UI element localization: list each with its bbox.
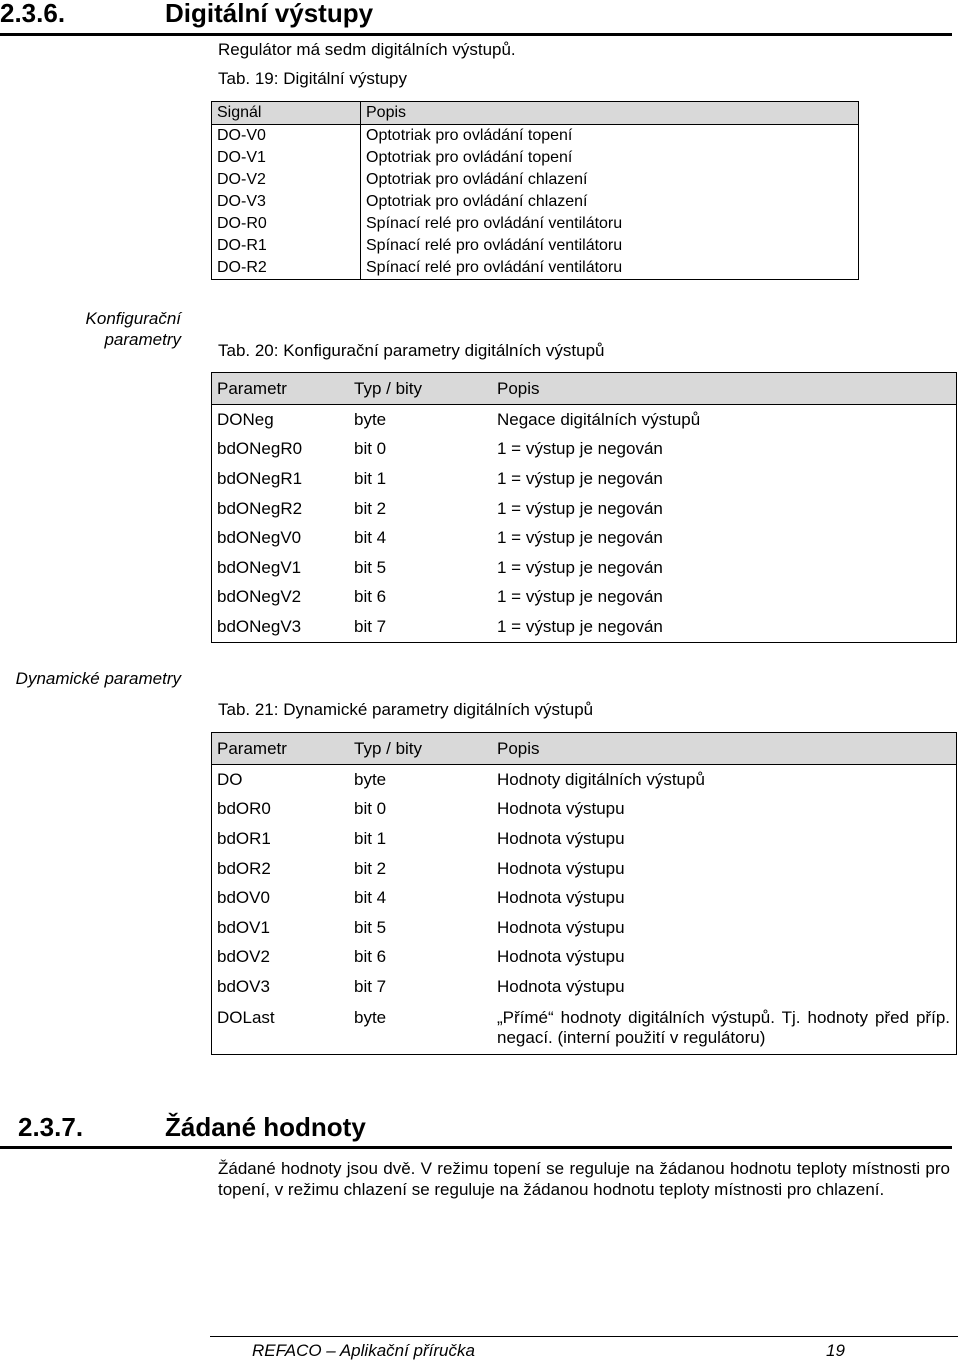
description-cell: Spínací relé pro ovládání ventilátoru (366, 237, 623, 254)
column-header-description: Popis (492, 373, 957, 405)
column-header-description: Popis (492, 733, 957, 765)
section-title: Digitální výstupy (165, 0, 374, 28)
side-label-dynamic: Dynamické parametry (15, 669, 181, 688)
parameter-cell: bdOR2 (217, 858, 271, 878)
parameter-cell: bdONegR0 (217, 439, 303, 459)
description-cell: Hodnota výstupu (497, 799, 625, 819)
type-cell: bit 2 (354, 858, 387, 878)
table-row (212, 583, 957, 613)
table-row (212, 913, 957, 943)
table-row (212, 943, 957, 973)
table-row (212, 464, 957, 494)
column-header-type: Typ / bity (349, 733, 492, 765)
table-row (212, 213, 859, 235)
description-cell: Hodnoty digitálních výstupů (497, 769, 705, 789)
table-row (212, 765, 957, 795)
description-cell: Spínací relé pro ovládání ventilátoru (366, 259, 623, 276)
type-cell: bit 0 (354, 799, 387, 819)
type-cell: bit 2 (354, 498, 387, 518)
signal-cell: DO-R0 (212, 213, 361, 235)
parameter-cell: bdOV0 (217, 888, 270, 908)
type-cell: bit 7 (354, 616, 387, 636)
table-row (212, 854, 957, 884)
table-row (212, 169, 859, 191)
table19-caption: Tab. 19: Digitální výstupy (218, 69, 407, 88)
table-digital-outputs (211, 101, 859, 280)
type-cell: bit 0 (354, 439, 387, 459)
column-header-parameter: Parametr (212, 733, 350, 765)
type-cell: bit 4 (354, 528, 387, 548)
side-label-config-line2: parametry (104, 330, 181, 349)
signal-cell: DO-V3 (212, 191, 361, 213)
table-row (212, 147, 859, 169)
parameter-cell: bdONegR2 (217, 498, 303, 518)
table-row (212, 795, 957, 825)
table-row (212, 972, 957, 1002)
table21-caption: Tab. 21: Dynamické parametry digitálních výstupů (218, 700, 594, 719)
table-row (212, 257, 859, 280)
signal-cell: DO-R1 (212, 235, 361, 257)
description-cell: Hodnota výstupu (497, 858, 625, 878)
section-number: 2.3.7. (18, 1112, 84, 1142)
table-row (212, 883, 957, 913)
signal-cell: DO-V1 (212, 147, 361, 169)
type-cell: bit 6 (354, 587, 387, 607)
column-header-description: Popis (361, 102, 859, 125)
parameter-cell: bdONegV1 (217, 557, 302, 577)
description-cell: Spínací relé pro ovládání ventilátoru (366, 215, 623, 232)
type-cell: bit 1 (354, 828, 387, 848)
parameter-cell: bdOV3 (217, 976, 270, 996)
description-cell: Optotriak pro ovládání topení (366, 149, 573, 166)
table-row (212, 405, 957, 435)
type-cell: byte (354, 409, 387, 429)
table-row (212, 523, 957, 553)
side-label-config-line1: Konfigurační (85, 309, 181, 328)
description-cell: 1 = výstup je negován (497, 498, 663, 518)
parameter-cell: DO (217, 769, 243, 789)
side-label-config (0, 308, 181, 350)
description-cell: Hodnota výstupu (497, 976, 625, 996)
description-cell: Hodnota výstupu (497, 828, 625, 848)
table-row (212, 435, 957, 465)
description-cell: 1 = výstup je negován (497, 528, 663, 548)
description-cell: Hodnota výstupu (497, 947, 625, 967)
parameter-cell: bdONegV2 (217, 587, 302, 607)
table-row (212, 235, 859, 257)
signal-cell: DO-V0 (212, 125, 361, 148)
section-heading-digital-outputs (0, 0, 952, 36)
table20-caption: Tab. 20: Konfigurační parametry digitálních výstupů (218, 341, 605, 360)
table-dynamic-params (211, 732, 957, 1055)
description-cell: 1 = výstup je negován (497, 616, 663, 636)
type-cell: bit 1 (354, 468, 387, 488)
type-cell: byte (354, 769, 387, 789)
table-row (212, 125, 859, 148)
parameter-cell: bdOV2 (217, 947, 270, 967)
table-header-row (212, 373, 957, 405)
parameter-cell: bdOR0 (217, 799, 271, 819)
table-row (212, 553, 957, 583)
section-number: 2.3.6. (0, 0, 66, 28)
signal-cell: DO-V2 (212, 169, 361, 191)
type-cell: bit 4 (354, 888, 387, 908)
table-row (212, 494, 957, 524)
parameter-cell: bdONegV3 (217, 616, 302, 636)
parameter-cell: bdOV1 (217, 917, 270, 937)
footer-title: REFACO – Aplikační příručka (252, 1341, 475, 1360)
table-row (212, 824, 957, 854)
type-cell: bit 6 (354, 947, 387, 967)
footer-rule (210, 1336, 958, 1337)
table-header-row (212, 102, 859, 125)
type-cell: byte (354, 1007, 387, 1027)
description-cell: „Přímé“ hodnoty digitálních výstupů. Tj. hodnoty před příp. negací. (interní použití v regulátoru) (497, 1007, 950, 1047)
footer-page-number: 19 (826, 1341, 845, 1360)
description-cell: 1 = výstup je negován (497, 439, 663, 459)
table-row (212, 191, 859, 213)
parameter-cell: DONeg (217, 409, 274, 429)
description-cell: Optotriak pro ovládání chlazení (366, 193, 588, 210)
description-cell: Negace digitálních výstupů (497, 409, 701, 429)
signal-cell: DO-R2 (212, 257, 361, 280)
setpoints-text: Žádané hodnoty jsou dvě. V režimu topení se reguluje na žádanou hodnotu teploty místnosti pro topení, v režimu chlazení se reguluje na žádanou hodnotu teploty místnosti pro chlazení. (218, 1159, 950, 1199)
column-header-signal: Signál (212, 102, 361, 125)
section-heading-setpoints (0, 1112, 952, 1149)
type-cell: bit 5 (354, 917, 387, 937)
table-header-row (212, 733, 957, 765)
parameter-cell: DOLast (217, 1007, 275, 1027)
column-header-type: Typ / bity (349, 373, 492, 405)
type-cell: bit 7 (354, 976, 387, 996)
parameter-cell: bdONegV0 (217, 528, 302, 548)
description-cell: 1 = výstup je negován (497, 587, 663, 607)
parameter-cell: bdOR1 (217, 828, 271, 848)
description-cell: Optotriak pro ovládání topení (366, 127, 573, 144)
description-cell: Optotriak pro ovládání chlazení (366, 171, 588, 188)
description-cell: Hodnota výstupu (497, 888, 625, 908)
type-cell: bit 5 (354, 557, 387, 577)
description-cell: Hodnota výstupu (497, 917, 625, 937)
table-row (212, 612, 957, 642)
parameter-cell: bdONegR1 (217, 468, 303, 488)
section-title: Žádané hodnoty (165, 1112, 366, 1142)
description-cell: 1 = výstup je negován (497, 557, 663, 577)
table-config-params (211, 372, 957, 643)
column-header-parameter: Parametr (212, 373, 350, 405)
table-row (212, 1002, 957, 1055)
intro-text: Regulátor má sedm digitálních výstupů. (218, 40, 516, 59)
description-cell: 1 = výstup je negován (497, 468, 663, 488)
